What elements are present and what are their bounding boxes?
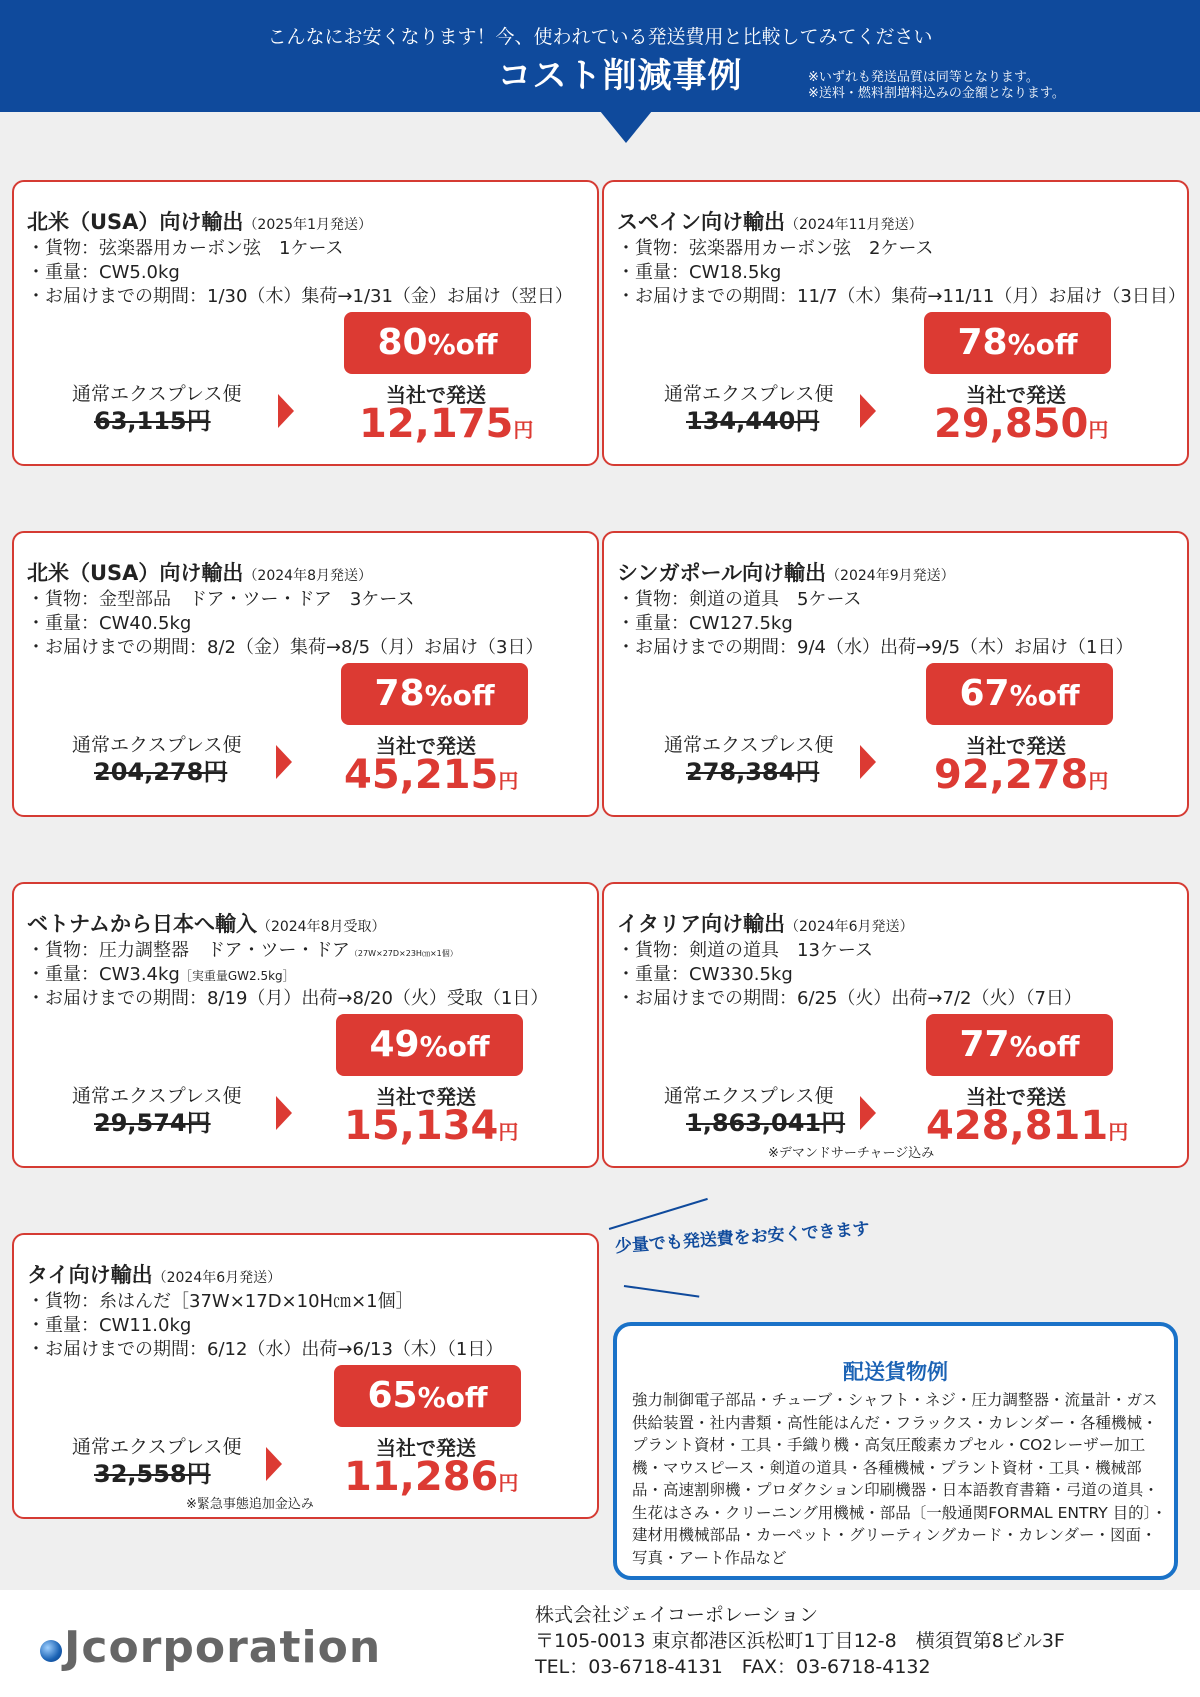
- cost-case-card: [602, 180, 1189, 466]
- case-cargo-text: ・貨物：剣道の道具 13ケース: [617, 940, 874, 961]
- case-weight-text: ・重量：CW330.5kg: [617, 964, 793, 985]
- discount-value: 65: [367, 1375, 418, 1416]
- case-title: [27, 908, 386, 938]
- discount-unit: %off: [1009, 1030, 1080, 1063]
- header-note-fees: ※送料・燃料割増料込みの金額となります。: [808, 86, 1065, 101]
- discount-badge: [336, 1014, 523, 1076]
- our-price: [344, 1455, 518, 1505]
- case-title: [27, 206, 372, 236]
- case-period: ・お届けまでの期間：8/2（金）集荷→8/5（月）お届け（3日）: [27, 637, 544, 658]
- case-weight: [617, 960, 793, 986]
- case-weight-text: ・重量：CW18.5kg: [617, 262, 782, 283]
- discount-unit: %off: [419, 1030, 490, 1063]
- arrow-right-icon: [276, 745, 292, 779]
- case-title-text: 北米（USA）向け輸出: [27, 561, 244, 585]
- regular-price: 29,574円: [94, 1109, 211, 1137]
- case-weight: [27, 258, 180, 284]
- case-date: （2024年6月発送）: [785, 919, 914, 935]
- regular-express-label: 通常エクスプレス便: [664, 383, 834, 405]
- case-weight-text: ・重量：CW11.0kg: [27, 1315, 192, 1336]
- case-cargo-text: ・貨物：圧力調整器 ドア・ツー・ドア: [27, 940, 350, 961]
- case-period: ・お届けまでの期間：6/12（水）出荷→6/13（木）（1日）: [27, 1339, 504, 1360]
- case-weight-text: ・重量：CW127.5kg: [617, 613, 793, 634]
- case-weight: [27, 960, 295, 986]
- our-shipping-label: 当社で発送: [966, 734, 1066, 758]
- case-title: [617, 908, 914, 938]
- cost-case-card: [12, 180, 599, 466]
- caption-line-bottom: [624, 1285, 699, 1297]
- case-date: （2024年6月発送）: [152, 1270, 282, 1286]
- our-shipping-label: 当社で発送: [966, 383, 1066, 407]
- discount-badge: [344, 312, 531, 374]
- regular-express-label: 通常エクスプレス便: [72, 383, 242, 405]
- case-title-text: 北米（USA）向け輸出: [27, 210, 244, 234]
- regular-price: 278,384円: [686, 758, 820, 786]
- case-weight: [617, 258, 781, 284]
- discount-unit: %off: [424, 679, 495, 712]
- case-period: ・お届けまでの期間：11/7（木）集荷→11/11（月）お届け（3日目）: [617, 286, 1186, 307]
- regular-price: 204,278円: [94, 758, 228, 786]
- case-period: ・お届けまでの期間：6/25（火）出荷→7/2（火）（7日）: [617, 988, 1082, 1009]
- case-cargo-text: ・貨物：弦楽器用カーボン弦 2ケース: [617, 238, 934, 259]
- case-period: ・お届けまでの期間：1/30（木）集荷→1/31（金）お届け（翌日）: [27, 286, 573, 307]
- page-footer: [0, 1590, 1200, 1697]
- case-weight: [27, 1311, 191, 1337]
- cost-case-card: [602, 882, 1189, 1168]
- case-weight-text: ・重量：CW3.4kg: [27, 964, 180, 985]
- case-cargo: [617, 585, 862, 611]
- discount-badge: [926, 663, 1113, 725]
- case-weight: [617, 609, 793, 635]
- case-date: （2025年1月発送）: [243, 217, 372, 233]
- cargo-examples-title: 配送貨物例: [843, 1360, 948, 1384]
- logo-wordmark: Jcorporation: [64, 1622, 382, 1673]
- discount-badge: [926, 1014, 1113, 1076]
- case-title: [27, 1259, 281, 1289]
- caption-line-top: [609, 1198, 708, 1230]
- regular-price: 1,863,041円: [686, 1109, 846, 1137]
- our-price-value: 92,278: [934, 752, 1089, 798]
- case-footnote: ※緊急事態追加金込み: [186, 1497, 314, 1512]
- case-cargo: [617, 234, 934, 260]
- our-price: [926, 1104, 1128, 1154]
- case-period: ・お届けまでの期間：8/19（月）出荷→8/20（火）受取（1日）: [27, 988, 549, 1009]
- discount-unit: %off: [427, 328, 498, 361]
- our-price-value: 12,175: [359, 401, 514, 447]
- cost-case-card: [602, 531, 1189, 817]
- case-title-text: シンガポール向け輸出: [617, 561, 827, 585]
- company-name: 株式会社ジェイコーポレーション: [535, 1604, 819, 1626]
- case-title: [617, 557, 955, 587]
- header-pointer: [600, 111, 652, 143]
- cargo-examples-text: 強力制御電子部品・チューブ・シャフト・ネジ・圧力調整器・流量計・ガス供給装置・社内書類・高性能はんだ・フラックス・カレンダー・各種機械・プラント資材・工具・手織り機・高気圧酸素カプセル・CO2レーザー加工機・マウスピース・剣道の道具・各種機械・プラント資材・工具・機械部品・高速割卵機・プロダクション印刷機器・日本語教育書籍・弓道の道具・生花はさみ・クリーニング用機械・部品〔一般通関FORMAL ENTRY 目的〕・建材用機械部品・カーペット・グリーティングカード・カレンダー・図面・写真・アート作品など: [632, 1391, 1167, 1567]
- arrow-right-icon: [266, 1447, 282, 1481]
- cost-case-card: [12, 1233, 599, 1519]
- cargo-examples-box: [613, 1322, 1178, 1580]
- our-price: [934, 753, 1108, 803]
- case-weight-note: ［実重量GW2.5kg］: [179, 969, 295, 983]
- case-title-text: スペイン向け輸出: [617, 210, 785, 234]
- discount-value: 80: [377, 322, 428, 363]
- yen-unit: 円: [513, 418, 534, 442]
- our-price-value: 45,215: [344, 752, 499, 798]
- small-volume-caption: 少量でも発送費をお安くできます: [614, 1219, 871, 1257]
- case-weight-text: ・重量：CW40.5kg: [27, 613, 192, 634]
- case-cargo-text: ・貨物：糸はんだ［37W×17D×10H㎝×1個］: [27, 1291, 414, 1312]
- arrow-right-icon: [860, 1096, 876, 1130]
- case-title-text: タイ向け輸出: [27, 1263, 153, 1287]
- discount-badge: [334, 1365, 521, 1427]
- discount-badge: [924, 312, 1111, 374]
- yen-unit: 円: [1088, 769, 1109, 793]
- case-cargo: [27, 234, 344, 260]
- regular-express-label: 通常エクスプレス便: [664, 734, 834, 756]
- case-cargo-note: （27W×27D×23H㎝×1個）: [349, 949, 458, 958]
- cost-case-card: [12, 531, 599, 817]
- case-date: （2024年8月発送）: [243, 568, 372, 584]
- arrow-right-icon: [860, 745, 876, 779]
- company-info: [535, 1602, 1065, 1680]
- case-title-text: ベトナムから日本へ輸入: [27, 912, 257, 936]
- case-title: [27, 557, 372, 587]
- globe-icon: [40, 1640, 62, 1662]
- page-header: [0, 0, 1200, 112]
- cost-case-card: [12, 882, 599, 1168]
- our-shipping-label: 当社で発送: [386, 383, 486, 407]
- regular-express-label: 通常エクスプレス便: [72, 1085, 242, 1107]
- our-price: [344, 753, 518, 803]
- our-price: [344, 1104, 518, 1154]
- discount-unit: %off: [1007, 328, 1078, 361]
- our-price-value: 428,811: [926, 1103, 1109, 1149]
- discount-value: 67: [959, 673, 1010, 714]
- company-phone: TEL：03-6718-4131 FAX：03-6718-4132: [535, 1656, 931, 1678]
- case-cargo: [27, 585, 414, 611]
- regular-express-label: 通常エクスプレス便: [664, 1085, 834, 1107]
- case-cargo-text: ・貨物：剣道の道具 5ケース: [617, 589, 862, 610]
- our-shipping-label: 当社で発送: [376, 1085, 476, 1109]
- arrow-right-icon: [278, 394, 294, 428]
- case-period: ・お届けまでの期間：9/4（水）出荷→9/5（木）お届け（1日）: [617, 637, 1134, 658]
- yen-unit: 円: [1088, 418, 1109, 442]
- our-price-value: 15,134: [344, 1103, 499, 1149]
- our-shipping-label: 当社で発送: [966, 1085, 1066, 1109]
- our-price: [359, 402, 533, 452]
- our-price-value: 29,850: [934, 401, 1089, 447]
- discount-unit: %off: [1009, 679, 1080, 712]
- discount-value: 78: [957, 322, 1008, 363]
- case-weight-text: ・重量：CW5.0kg: [27, 262, 180, 283]
- discount-unit: %off: [417, 1381, 488, 1414]
- case-cargo-text: ・貨物：弦楽器用カーボン弦 1ケース: [27, 238, 344, 259]
- header-note-quality: ※いずれも発送品質は同等となります。: [808, 70, 1039, 85]
- case-weight: [27, 609, 191, 635]
- regular-express-label: 通常エクスプレス便: [72, 734, 242, 756]
- discount-value: 77: [959, 1024, 1010, 1065]
- case-title-text: イタリア向け輸出: [617, 912, 785, 936]
- case-footnote: ※デマンドサーチャージ込み: [768, 1146, 935, 1161]
- yen-unit: 円: [498, 769, 519, 793]
- discount-value: 78: [374, 673, 425, 714]
- case-title: [617, 206, 922, 236]
- case-cargo-text: ・貨物：金型部品 ドア・ツー・ドア 3ケース: [27, 589, 415, 610]
- yen-unit: 円: [498, 1120, 519, 1144]
- header-notes: [808, 70, 1065, 102]
- discount-badge: [341, 663, 528, 725]
- case-date: （2024年9月発送）: [826, 568, 955, 584]
- arrow-right-icon: [276, 1096, 292, 1130]
- header-lead: こんなにお安くなります！今、使われている発送費用と比較してみてください: [267, 26, 933, 48]
- case-date: （2024年11月発送）: [785, 217, 923, 233]
- page-title: コスト削減事例: [497, 56, 743, 96]
- regular-price: 134,440円: [686, 407, 820, 435]
- regular-price: 32,558円: [94, 1460, 211, 1488]
- yen-unit: 円: [1108, 1120, 1129, 1144]
- case-cargo: [27, 936, 458, 962]
- case-date: （2024年8月受取）: [256, 919, 386, 935]
- yen-unit: 円: [498, 1471, 519, 1495]
- our-shipping-label: 当社で発送: [376, 1436, 476, 1460]
- discount-value: 49: [369, 1024, 420, 1065]
- case-cargo: [27, 1287, 414, 1313]
- regular-express-label: 通常エクスプレス便: [72, 1436, 242, 1458]
- our-price-value: 11,286: [344, 1454, 499, 1500]
- case-cargo: [617, 936, 873, 962]
- arrow-right-icon: [860, 394, 876, 428]
- regular-price: 63,115円: [94, 407, 211, 435]
- our-price: [934, 402, 1108, 452]
- our-shipping-label: 当社で発送: [376, 734, 476, 758]
- company-address: 〒105-0013 東京都港区浜松町1丁目12-8 横須賀第8ビル3F: [535, 1630, 1065, 1652]
